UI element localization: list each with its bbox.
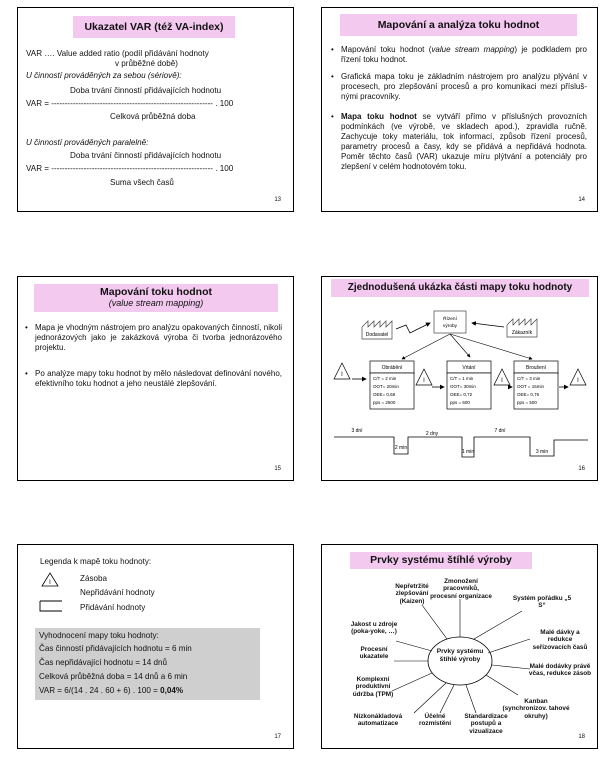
inventory-triangle-icon [334, 363, 350, 379]
eval-non-value-added-time: Čas nepřidávající hodnotu = 14 dnů [39, 658, 168, 667]
inventory-triangle-icon [42, 573, 58, 586]
timeline-days-3: 7 dní [494, 428, 506, 434]
element-workforce: Zmonožení pracovníků, procesní organizace [430, 578, 492, 600]
process-3-pps: pps = 500 [517, 400, 537, 405]
svg-text:I: I [423, 378, 425, 384]
value-stream-map [322, 299, 597, 474]
svg-text:I: I [577, 378, 579, 384]
production-control-label-2: výroby [442, 324, 458, 329]
parallel-denominator: Suma všech časů [110, 178, 174, 187]
eval-var-result: 0,04% [160, 686, 184, 695]
timeline-min-1: 2 min [394, 445, 408, 451]
slide-18 [321, 544, 598, 749]
center-label: Prvky systému štíhlé výroby [436, 648, 484, 663]
timeline-min-3: 3 min [535, 449, 549, 455]
process-2-oee: OEE= 0,72 [450, 392, 473, 397]
serial-denominator: Celková průběžná doba [110, 112, 196, 121]
bullet-3 [330, 112, 587, 172]
legend-title: Legenda k mapě toku hodnoty: [40, 557, 152, 566]
element-tpm: Komplexní produktivní údržba (TPM) [352, 676, 394, 698]
evaluation-title: Vyhodnocení mapy toku hodnoty: [39, 631, 159, 640]
eval-var [39, 686, 183, 696]
process-1-ct: C/T = 2 min [373, 376, 397, 381]
process-box-2 [447, 361, 491, 409]
inventory-triangle-icon [416, 369, 432, 385]
parallel-heading: U činností prováděných paralelně: [26, 138, 149, 147]
process-3-ct: C/T = 3 min [517, 376, 541, 381]
bullet-3-text: se vytváří přímo v příslušných provozních podmínkách (ve výrobě, ve skladech apod.), zpravidla ručně. Zachycuje toky materiálu, tok informací, způsob řízení procesů, parametry procesů a časy, kdy se přidává a nepřidává hodnota. Poměr těchto časů (VAR) ukazuje míru plýtvání a potenciály pro zlepšení v celém hodnotovém toku. [341, 112, 587, 171]
element-quality-at-source: Jakost u zdroje (poka-yoke, …) [350, 621, 398, 636]
bullet-2: • Po analýze mapy toku hodnot by mělo následovat definování nového, efektivního toku hodnot a jeho neustálé zlepšování. [24, 369, 282, 389]
process-2-pps: pps = 600 [450, 400, 470, 405]
process-2-ct: C/T = 1 min [450, 376, 474, 381]
page-number: 13 [274, 197, 281, 203]
slide-14-title: Mapování a analýza toku hodnot [340, 14, 577, 36]
production-control-label: Řízení [443, 317, 457, 322]
timeline-days-2: 2 dny [425, 431, 439, 437]
bullet-1-italic: value stream mapping [431, 45, 515, 54]
supplier-factory-icon [362, 321, 392, 339]
page-number: 16 [578, 466, 585, 472]
process-1-name: Obrábění [381, 365, 403, 371]
process-1-oee: OEE= 0,68 [373, 392, 396, 397]
var-definition: VAR …. Value added ratio (podíl přidávání hodnoty [26, 49, 209, 58]
eval-var-formula: VAR = 6/(14 . 24 . 60 + 6) . 100 = [39, 686, 161, 695]
slide-18-title: Prvky systému štíhlé výroby [350, 552, 532, 569]
slide-16 [321, 276, 598, 481]
var-definition-cont: v průběžné době) [115, 59, 178, 68]
bullet-1-text-b: ) je podkladem pro řízení toku hodnot. [341, 45, 587, 64]
page-number: 15 [274, 466, 281, 472]
element-kanban: Kanban (synchronizov. tahové okruhy) [502, 698, 570, 720]
element-small-batches: Malé dávky a redukce seřizovacích časů [532, 629, 588, 651]
page-number: 14 [578, 197, 585, 203]
process-box-3 [514, 361, 558, 409]
element-kaizen: Nepřetržité zlepšování (Kaizen) [395, 583, 429, 605]
legend-value-added: Přidávání hodnoty [80, 603, 146, 612]
slide-13-title: Ukazatel VAR (též VA-index) [73, 16, 235, 38]
slide-15-subtitle: (value stream mapping) [108, 298, 204, 308]
process-2-name: Vrtání [462, 365, 476, 371]
customer-factory-icon [507, 319, 537, 337]
inventory-triangle-icon [570, 369, 586, 385]
parallel-numerator: Doba trvání činností přidávajících hodnotu [70, 151, 222, 160]
process-3-oee: OEE= 0,76 [517, 392, 540, 397]
slide-17 [17, 544, 294, 749]
serial-formula: VAR = ------------------------------------------------------------ . 100 [26, 99, 234, 108]
bullet-1: • Mapa je vhodným nástrojem pro analýzu opakovaných činností, nikoli jednorázových jako je zakázková výroba či tvorba jednorázového projektu. [24, 323, 282, 353]
slide-13 [17, 7, 294, 212]
element-low-cost-automation: Nízkonákladová automatizace [353, 713, 403, 728]
production-control-box [434, 311, 466, 333]
supplier-label: Dodavatel [365, 332, 389, 338]
timeline-days-1: 3 dní [351, 428, 363, 434]
legend-stock: Zásoba [80, 574, 107, 583]
slide-14 [321, 7, 598, 212]
element-just-in-time: Malé dodávky právě včas, redukce zásob [528, 663, 592, 678]
bullet-1-text-a: Mapování toku hodnot ( [341, 45, 432, 54]
slide-15 [17, 276, 294, 481]
element-standardization: Standardizace postupů a vizualizace [464, 713, 508, 735]
slide-15-title-box [34, 284, 278, 312]
element-process-kpi: Procesní ukazatele [359, 646, 389, 661]
page-number: 18 [578, 734, 585, 740]
svg-text:I: I [341, 372, 343, 378]
slide-16-title: Zjednodušená ukázka části mapy toku hodnoty [331, 279, 589, 297]
eval-value-added-time: Čas činností přidávajících hodnotu = 6 min [39, 644, 192, 653]
element-layout: Účelné rozmístění [419, 713, 451, 728]
svg-text:I: I [501, 378, 503, 384]
timeline-min-2: 1 min [461, 449, 475, 455]
process-1-oot: OOT= 20min [373, 384, 399, 389]
serial-heading: U činností prováděných za sebou (sériově): [26, 71, 182, 80]
eval-lead-time: Celková průběžná doba = 14 dnů a 6 min [39, 672, 188, 681]
element-5s: Systém pořádku „5 S“ [512, 595, 572, 610]
svg-text:I: I [49, 580, 51, 586]
serial-numerator: Doba trvání činností přidávajících hodnotu [70, 86, 222, 95]
timeline-symbol [40, 601, 62, 611]
bullet-1 [330, 45, 587, 65]
legend-non-value-added: Nepřidávání hodnoty [80, 588, 155, 597]
bullet-3-bold: Mapa toku hodnot [341, 112, 417, 121]
parallel-formula: VAR = ------------------------------------------------------------ . 100 [26, 164, 234, 173]
slide-15-title: Mapování toku hodnot [100, 286, 212, 298]
page-number: 17 [274, 734, 281, 740]
customer-label: Zákazník [511, 330, 533, 336]
process-3-name: Broušení [525, 365, 547, 371]
process-2-oot: OOT= 30min [450, 384, 476, 389]
process-3-oot: OOT = 15min [517, 384, 545, 389]
bullet-2: • Grafická mapa toku je základním nástrojem pro analýzu plývání v procesech, pro zlepšování procesů a pro komunikaci mezi příslušnými pracovníky. [330, 72, 587, 102]
process-1-pps: pps = 2500 [373, 400, 396, 405]
inventory-triangle-icon [494, 369, 510, 385]
process-box-1 [370, 361, 414, 409]
